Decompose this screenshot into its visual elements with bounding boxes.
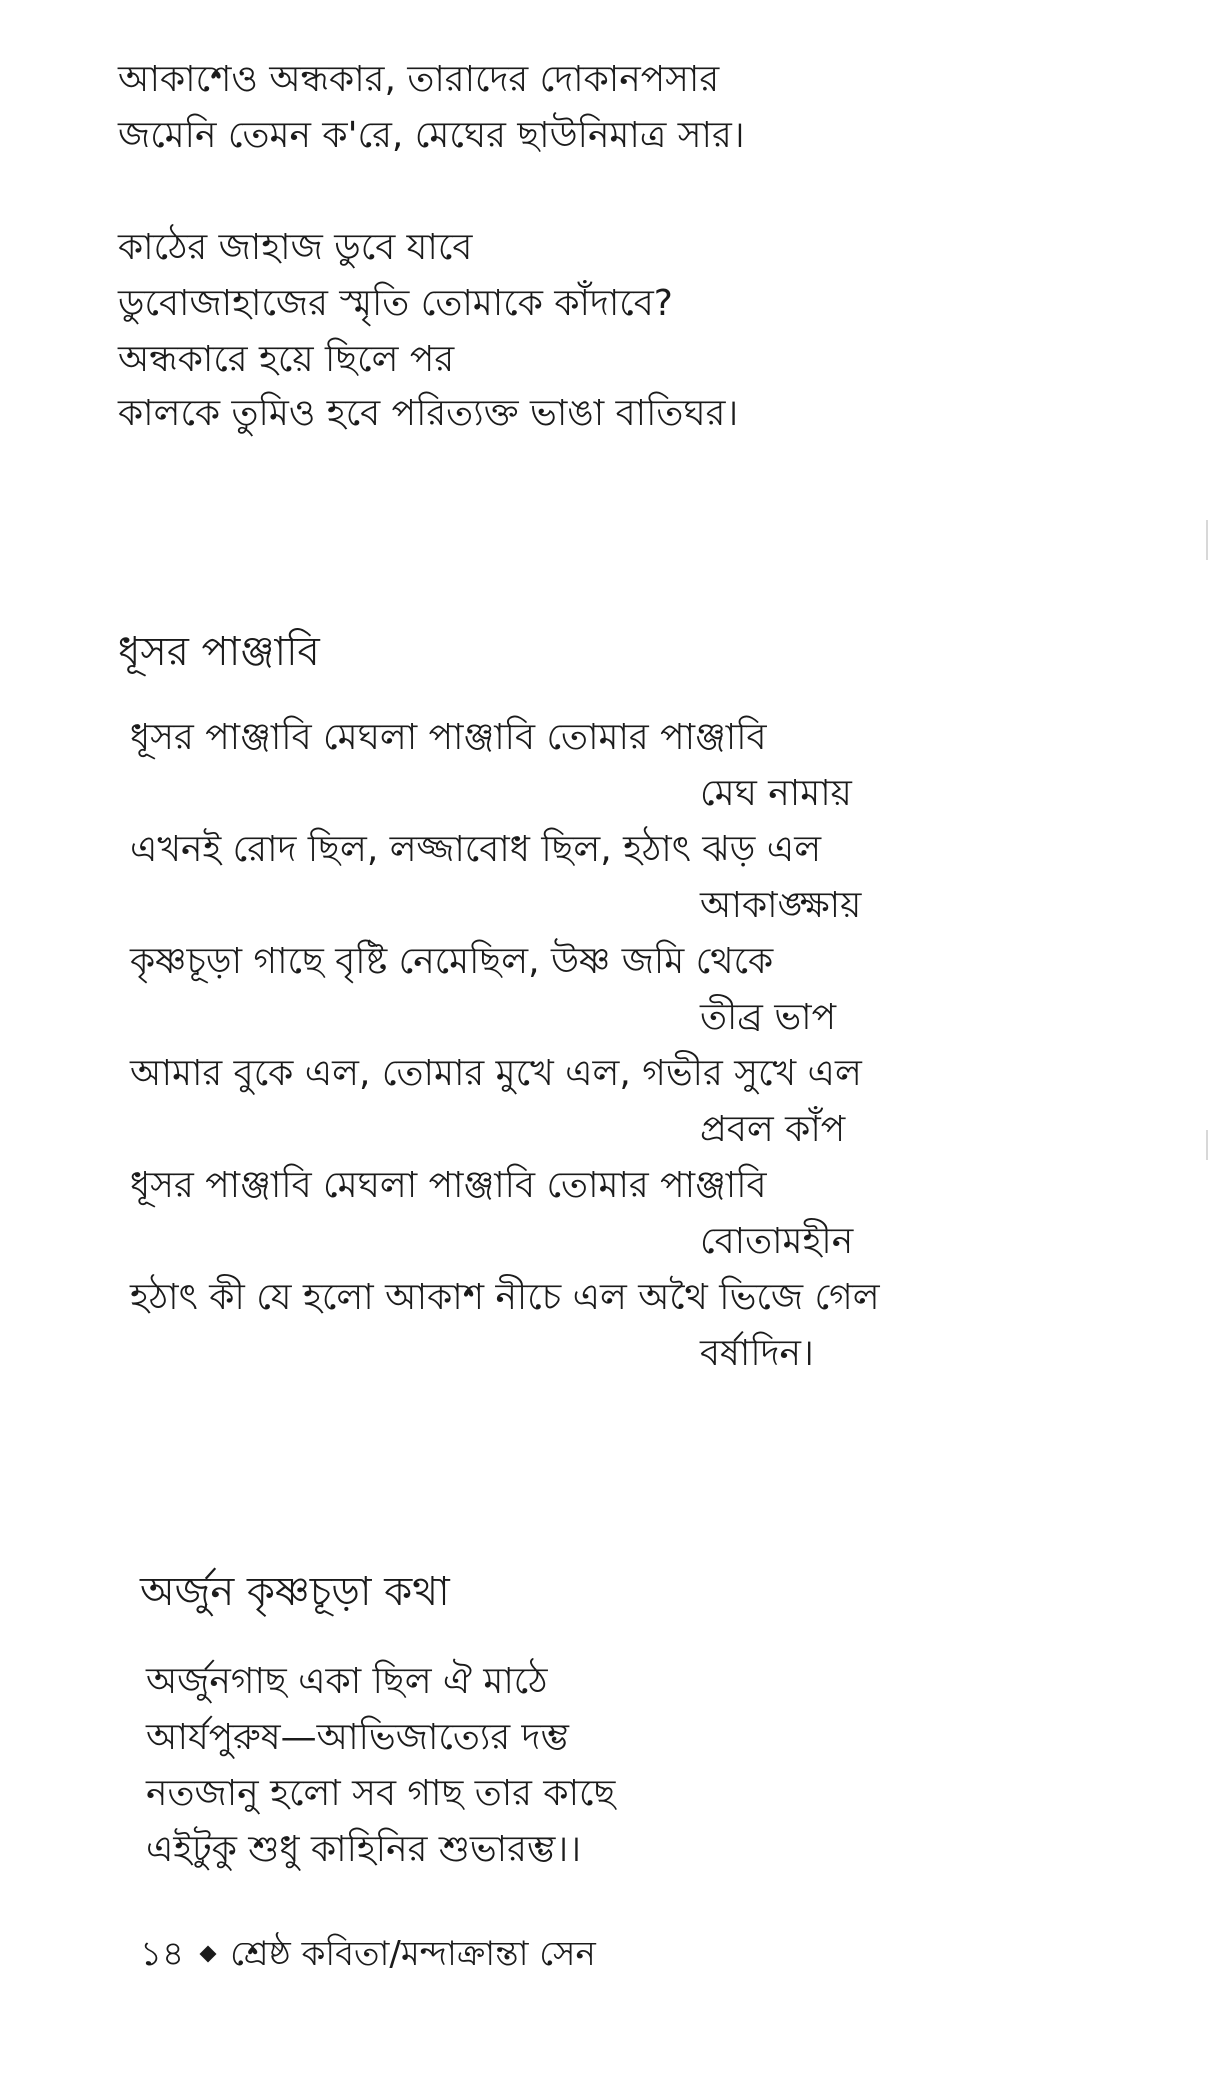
poem1-line-5: অন্ধকারে হয়ে ছিলে পর (118, 339, 455, 380)
poem3-title: অর্জুন কৃষ্ণচূড়া কথা (140, 1569, 450, 1615)
scan-mark (1206, 1130, 1208, 1160)
poem2-title: ধূসর পাঞ্জাবি (118, 629, 320, 675)
poem2-line-10: বোতামহীন (700, 1221, 854, 1262)
poem3-line-1: অর্জুনগাছ একা ছিল ঐ মাঠে (146, 1661, 548, 1702)
poem2-line-5: কৃষ্ণচূড়া গাছে বৃষ্টি নেমেছিল, উষ্ণ জমি থেকে (130, 941, 774, 982)
poem3-line-2: আর্যপুরুষ—আভিজাত্যের দম্ভ (146, 1717, 569, 1758)
poem1-line-2: জমেনি তেমন ক'রে, মেঘের ছাউনিমাত্র সার। (118, 115, 745, 156)
poem2-line-7: আমার বুকে এল, তোমার মুখে এল, গভীর সুখে এল (130, 1053, 862, 1094)
scan-mark (1206, 520, 1208, 560)
poem2-line-12: বর্ষাদিন। (700, 1333, 814, 1374)
diamond-icon (200, 1946, 217, 1963)
poem2-line-11: হঠাৎ কী যে হলো আকাশ নীচে এল অথৈ ভিজে গেল (130, 1277, 880, 1318)
poem2-line-6: তীব্র ভাপ (700, 997, 837, 1038)
book-author: শ্রেষ্ঠ কবিতা/মন্দাক্রান্তা সেন (230, 1934, 596, 1974)
poem3-line-3: নতজানু হলো সব গাছ তার কাছে (146, 1773, 616, 1814)
poem3-line-4: এইটুকু শুধু কাহিনির শুভারম্ভ।। (146, 1829, 582, 1870)
poem2-line-3: এখনই রোদ ছিল, লজ্জাবোধ ছিল, হঠাৎ ঝড় এল (130, 829, 822, 870)
poem2-line-8: প্রবল কাঁপ (700, 1109, 846, 1150)
poem1-line-3: কাঠের জাহাজ ডুবে যাবে (118, 227, 473, 268)
page-number: ১৪ (140, 1934, 185, 1974)
poem1-line-6: কালকে তুমিও হবে পরিত্যক্ত ভাঙা বাতিঘর। (118, 393, 739, 434)
poem2-line-2: মেঘ নামায় (700, 773, 852, 814)
poem1-line-1: আকাশেও অন্ধকার, তারাদের দোকানপসার (118, 59, 720, 100)
poem2-line-1: ধূসর পাঞ্জাবি মেঘলা পাঞ্জাবি তোমার পাঞ্জাবি (130, 717, 767, 758)
poem2-line-9: ধূসর পাঞ্জাবি মেঘলা পাঞ্জাবি তোমার পাঞ্জাবি (130, 1165, 767, 1206)
page-footer (140, 1934, 596, 1974)
poem2-line-4: আকাঙ্ক্ষায় (700, 885, 862, 926)
poem1-line-4: ডুবোজাহাজের স্মৃতি তোমাকে কাঁদাবে? (118, 283, 673, 324)
